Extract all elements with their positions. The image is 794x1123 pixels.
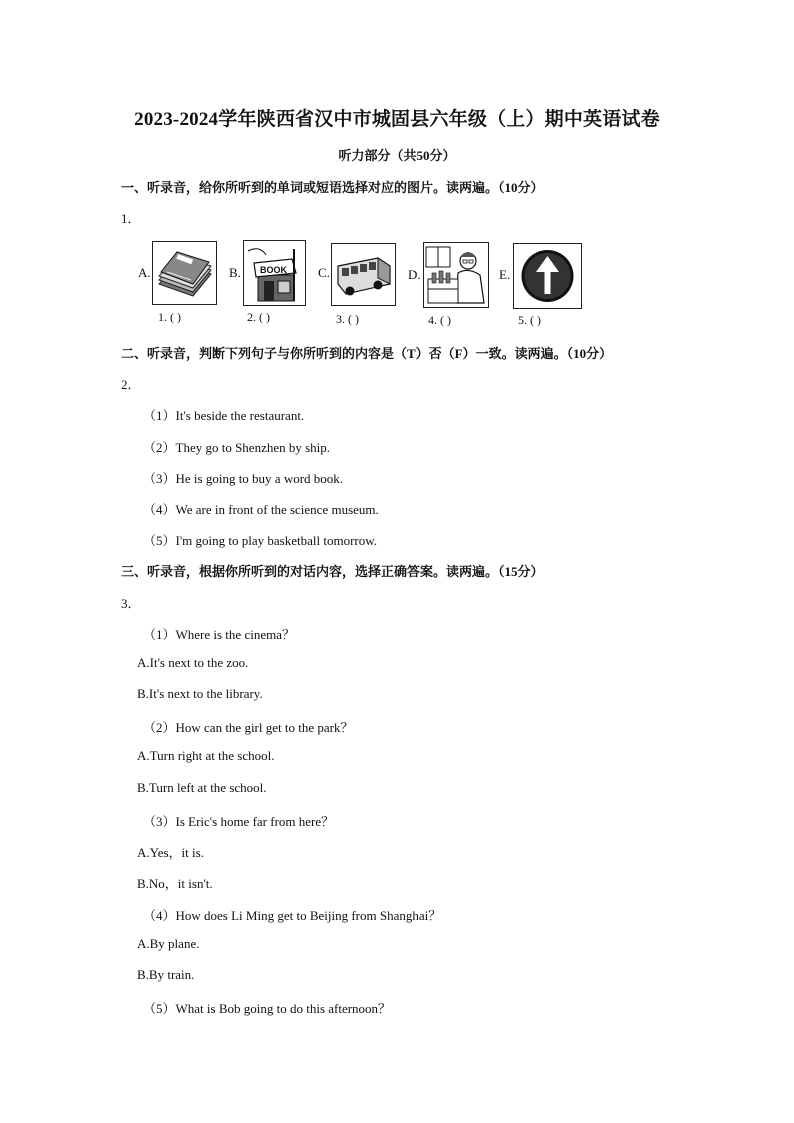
picture-a-letter: A. xyxy=(138,265,151,280)
picture-c-caption: 3. ( ) xyxy=(336,312,359,326)
section2-statement-4: （4）We are in front of the science museum. xyxy=(143,502,379,517)
section3-heading: 三、听录音，根据你所听到的对话内容，选择正确答案。读两遍。（15分） xyxy=(121,564,544,579)
section3-q3-option-a: A.Yes，it is. xyxy=(137,845,204,860)
section3-q1-option-b: B.It's next to the library. xyxy=(137,686,263,701)
section2-statement-5: （5）I'm going to play basketball tomorrow. xyxy=(143,533,378,548)
picture-e-frame xyxy=(513,243,582,309)
section3-q3-option-b: B.No，it isn't. xyxy=(137,876,213,891)
page-title: 2023-2024学年陕西省汉中市城固县六年级（上）期中英语试卷 xyxy=(134,109,660,130)
picture-d-caption: 4. ( ) xyxy=(428,313,451,327)
picture-d-letter: D. xyxy=(408,267,421,282)
bookstore-sign-text: BOOK xyxy=(260,265,287,275)
section3-question-5: （5）What is Bob going to do this afternoon？ xyxy=(143,1001,392,1016)
section2-statement-2: （2）They go to Shenzhen by ship. xyxy=(143,440,331,455)
section3-q4-option-b: B.By train. xyxy=(137,967,195,982)
bookstore-icon xyxy=(244,241,305,305)
bus-icon xyxy=(332,244,395,305)
picture-a-frame xyxy=(152,241,217,305)
section3-question-4: （4）How does Li Ming get to Beijing from Shanghai？ xyxy=(143,908,442,923)
question2-number: 2． xyxy=(121,377,141,392)
picture-a-caption: 1. ( ) xyxy=(158,310,181,324)
section2-statement-3: （3）He is going to buy a word book. xyxy=(143,471,344,486)
picture-c-frame xyxy=(331,243,396,306)
magazine-stack-icon xyxy=(153,242,216,304)
section3-q1-option-a: A.It's next to the zoo. xyxy=(137,655,249,670)
go-straight-sign-icon xyxy=(514,244,581,308)
picture-c-letter: C. xyxy=(318,265,330,280)
question1-number: 1． xyxy=(121,211,141,226)
section3-q4-option-a: A.By plane. xyxy=(137,936,200,951)
section2-heading: 二、听录音，判断下列句子与你所听到的内容是（T）否（F）一致。读两遍。（10分） xyxy=(121,346,613,361)
section3-question-3: （3）Is Eric's home far from here？ xyxy=(143,814,335,829)
question3-number: 3． xyxy=(121,596,141,611)
section2-statement-1: （1）It's beside the restaurant. xyxy=(143,408,305,423)
section3-question-2: （2）How can the girl get to the park？ xyxy=(143,720,354,735)
picture-e-letter: E. xyxy=(499,267,511,282)
section3-q2-option-b: B.Turn left at the school. xyxy=(137,780,267,795)
scientist-lab-icon xyxy=(424,243,488,307)
picture-e-caption: 5. ( ) xyxy=(518,313,541,327)
picture-b-frame xyxy=(243,240,306,306)
section1-heading: 一、听录音，给你所听到的单词或短语选择对应的图片。读两遍。（10分） xyxy=(121,180,544,195)
section3-question-1: （1）Where is the cinema？ xyxy=(143,627,295,642)
picture-d-frame xyxy=(423,242,489,308)
section3-q2-option-a: A.Turn right at the school. xyxy=(137,748,275,763)
listening-part-subtitle: 听力部分（共50分） xyxy=(338,148,456,163)
picture-b-caption: 2. ( ) xyxy=(247,310,270,324)
picture-b-letter: B. xyxy=(229,265,241,280)
